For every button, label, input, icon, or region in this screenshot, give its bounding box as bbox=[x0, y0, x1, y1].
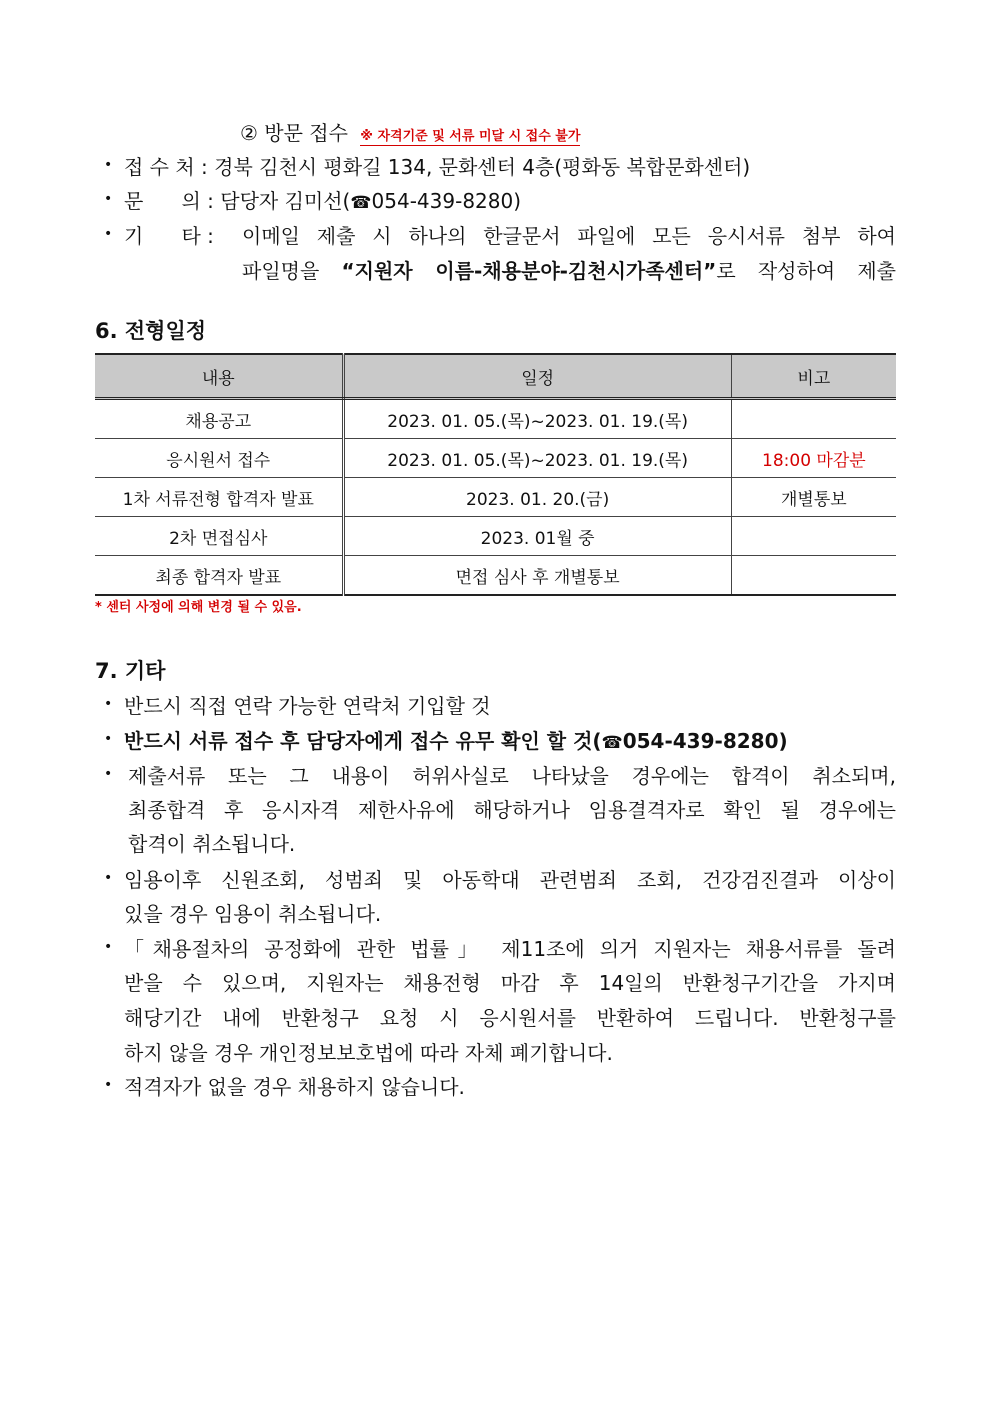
inquiry-line bbox=[124, 185, 521, 214]
bullet-icon: • bbox=[104, 157, 113, 173]
etc-file-name: “지원자 이름-채용분야-김천시가족센터” bbox=[341, 259, 717, 283]
bullet-icon: • bbox=[104, 870, 113, 886]
row-note bbox=[731, 517, 896, 556]
etc-item-5-line-3: 해당기간 내에 반환청구 요청 시 응시원서를 반환하여 드립니다. 반환청구를 bbox=[124, 1006, 896, 1030]
etc-item-3-line-3: 합격이 취소됩니다. bbox=[128, 832, 296, 856]
inquiry-label: 문 의 : bbox=[124, 189, 214, 213]
row-schedule: 2023. 01. 20.(금) bbox=[343, 478, 731, 517]
etc-line-1: 이메일 제출 시 하나의 한글문서 파일에 모든 응시서류 첨부 하여 bbox=[242, 224, 896, 248]
etc-label-line bbox=[124, 220, 214, 249]
schedule-header-row bbox=[95, 354, 896, 399]
table-row bbox=[95, 439, 896, 478]
row-note: 18:00 마감분 bbox=[731, 439, 896, 478]
etc-item-4-line-1: 임용이후 신원조회, 성범죄 및 아동학대 관련범죄 조회, 건강검진결과 이상이 bbox=[124, 868, 896, 892]
row-schedule: 2023. 01월 중 bbox=[343, 517, 731, 556]
header-schedule: 일정 bbox=[343, 354, 731, 399]
etc-item-5-line-4: 하지 않을 경우 개인정보보호법에 따라 자체 폐기합니다. bbox=[124, 1041, 613, 1065]
bullet-icon: • bbox=[104, 766, 113, 782]
address-label: 접 수 처 : bbox=[124, 155, 208, 179]
etc-item-5-line-2: 받을 수 있으며, 지원자는 채용전형 마감 후 14일의 반환청구기간을 가지며 bbox=[124, 971, 896, 995]
bullet-icon: • bbox=[104, 191, 113, 207]
etc-line-2-pre: 파일명을 bbox=[242, 259, 342, 283]
row-schedule: 2023. 01. 05.(목)~2023. 01. 19.(목) bbox=[343, 399, 731, 439]
etc-item-5-line-1: 「채용절차의 공정화에 관한 법률」 제11조에 의거 지원자는 채용서류를 돌려 bbox=[124, 937, 896, 961]
row-note bbox=[731, 556, 896, 596]
row-content: 응시원서 접수 bbox=[95, 439, 343, 478]
etc-item-2-text: 반드시 서류 접수 후 담당자에게 접수 유무 확인 할 것( bbox=[124, 729, 602, 753]
header-note: 비고 bbox=[731, 354, 896, 399]
row-content: 채용공고 bbox=[95, 399, 343, 439]
row-schedule: 면접 심사 후 개별통보 bbox=[343, 556, 731, 596]
schedule-table bbox=[95, 353, 896, 596]
bullet-icon: • bbox=[104, 731, 113, 747]
address-value: 경북 김천시 평화길 134, 문화센터 4층(평화동 복합문화센터) bbox=[214, 155, 751, 179]
visit-receipt-warning: ※ 자격기준 및 서류 미달 시 접수 불가 bbox=[360, 129, 581, 144]
phone-icon: ☎ bbox=[350, 193, 372, 213]
bullet-icon: • bbox=[104, 696, 113, 712]
row-content: 최종 합격자 발표 bbox=[95, 556, 343, 596]
etc-item-2 bbox=[124, 725, 788, 754]
etc-item-6: 적격자가 없을 경우 채용하지 않습니다. bbox=[124, 1075, 465, 1099]
visit-receipt-text: ② 방문 접수 bbox=[240, 121, 348, 145]
etc-item-3-line-1: 제출서류 또는 그 내용이 허위사실로 나타났을 경우에는 합격이 취소되며, bbox=[128, 764, 896, 788]
schedule-footnote: * 센터 사정에 의해 변경 될 수 있음. bbox=[95, 600, 302, 615]
inquiry-phone: 054-439-8280) bbox=[371, 189, 522, 213]
etc-line-2-post: 로 작성하여 제출 bbox=[716, 259, 896, 283]
table-row bbox=[95, 556, 896, 596]
bullet-icon: • bbox=[104, 939, 113, 955]
row-content: 2차 면접심사 bbox=[95, 517, 343, 556]
etc-item-2-phone: 054-439-8280) bbox=[622, 729, 788, 753]
row-note bbox=[731, 399, 896, 439]
table-row bbox=[95, 478, 896, 517]
header-content: 내용 bbox=[95, 354, 343, 399]
etc-line-2 bbox=[242, 255, 896, 284]
section-7-title: 7. 기타 bbox=[95, 659, 166, 683]
inquiry-contact: 담당자 김미선( bbox=[220, 189, 351, 213]
etc-label: 기 타 : bbox=[124, 224, 214, 248]
table-row bbox=[95, 399, 896, 439]
etc-item-3-line-2: 최종합격 후 응시자격 제한사유에 해당하거나 임용결격자로 확인 될 경우에는 bbox=[128, 798, 896, 822]
table-row bbox=[95, 517, 896, 556]
row-content: 1차 서류전형 합격자 발표 bbox=[95, 478, 343, 517]
bullet-icon: • bbox=[104, 226, 113, 242]
row-note: 개별통보 bbox=[731, 478, 896, 517]
row-schedule: 2023. 01. 05.(목)~2023. 01. 19.(목) bbox=[343, 439, 731, 478]
phone-icon: ☎ bbox=[601, 733, 623, 753]
section-6-title: 6. 전형일정 bbox=[95, 319, 207, 343]
visit-receipt-line bbox=[240, 117, 580, 146]
etc-item-1: 반드시 직접 연락 가능한 연락처 기입할 것 bbox=[124, 694, 491, 718]
address-line bbox=[124, 151, 750, 180]
bullet-icon: • bbox=[104, 1077, 113, 1093]
etc-item-4-line-2: 있을 경우 임용이 취소됩니다. bbox=[124, 902, 382, 926]
